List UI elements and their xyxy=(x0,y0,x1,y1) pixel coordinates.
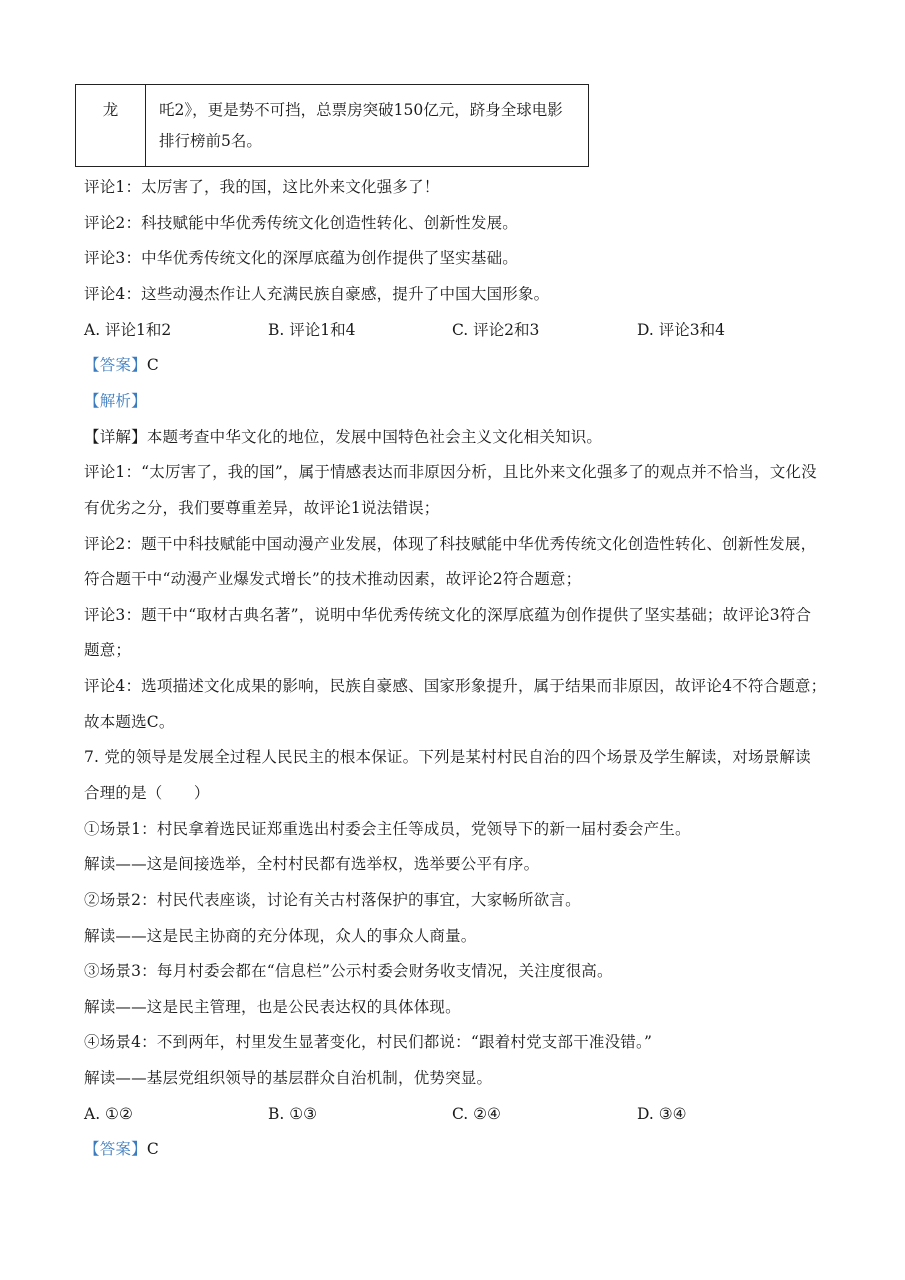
answer-value: C xyxy=(146,356,159,374)
explanation-line: 有优劣之分，我们要尊重差异，故评论1说法错误； xyxy=(84,499,440,517)
q7-item: ①场景1：村民拿着选民证郑重选出村委会主任等成员，党领导下的新一届村委会产生。 xyxy=(84,820,691,838)
q7-item: 解读——基层党组织领导的基层群众自治机制，优势突显。 xyxy=(84,1069,493,1087)
explanation-line: 评论3：题干中“取材古典名著”，说明中华优秀传统文化的深厚底蕴为创作提供了坚实基础；故评论3符合 xyxy=(84,606,812,624)
q6-option-a: A. 评论1和2 xyxy=(84,321,172,339)
detail-text: 本题考查中华文化的地位，发展中国特色社会主义文化相关知识。 xyxy=(146,428,603,446)
q7-option-b: B. ①③ xyxy=(268,1105,318,1123)
answer-value: C xyxy=(146,1140,159,1158)
q7-item: 解读——这是间接选举，全村村民都有选举权，选举要公平有序。 xyxy=(84,855,540,873)
q7-item: ④场景4：不到两年，村里发生显著变化，村民们都说：“跟着村党支部干准没错。” xyxy=(84,1033,653,1051)
explanation-line: 评论1：“太厉害了，我的国”，属于情感表达而非原因分析，且比外来文化强多了的观点并不恰当，文化没 xyxy=(84,463,817,481)
explanation-line: 题意； xyxy=(84,641,132,659)
q7-stem-line2: 合理的是（ ） xyxy=(84,784,210,802)
q7-option-c: C. ②④ xyxy=(452,1105,501,1123)
detail-line xyxy=(84,427,602,447)
table-cell-right-line1: 吒2》，更是势不可挡，总票房突破150亿元，跻身全球电影 xyxy=(159,101,563,119)
q6-option-c: C. 评论2和3 xyxy=(452,321,540,339)
q7-answer-line xyxy=(84,1139,159,1159)
comment-2: 评论2：科技赋能中华优秀传统文化创造性转化、创新性发展。 xyxy=(84,214,518,232)
q6-option-d: D. 评论3和4 xyxy=(637,321,725,339)
answer-tag: 【答案】 xyxy=(84,356,147,374)
comment-3: 评论3：中华优秀传统文化的深厚底蕴为创作提供了坚实基础。 xyxy=(84,249,518,267)
analysis-tag: 【解析】 xyxy=(84,392,147,410)
q7-item: 解读——这是民主管理，也是公民表达权的具体体现。 xyxy=(84,998,461,1016)
q7-item: 解读——这是民主协商的充分体现，众人的事众人商量。 xyxy=(84,927,477,945)
explanation-line: 评论2：题干中科技赋能中国动漫产业发展，体现了科技赋能中华优秀传统文化创造性转化、创新性发展， xyxy=(84,535,817,553)
q7-option-d: D. ③④ xyxy=(637,1105,687,1123)
comment-4: 评论4：这些动漫杰作让人充满民族自豪感，提升了中国大国形象。 xyxy=(84,285,550,303)
q6-answer-line xyxy=(84,355,159,375)
q7-stem-line1: 7. 党的领导是发展全过程人民民主的根本保证。下列是某村村民自治的四个场景及学生解读，对场景解读 xyxy=(84,748,811,766)
explanation-line: 故本题选C。 xyxy=(84,713,175,731)
q7-item: ②场景2：村民代表座谈，讨论有关古村落保护的事宜，大家畅所欲言。 xyxy=(84,891,581,909)
table-cell-right-line2: 排行榜前5名。 xyxy=(159,132,262,150)
detail-tag: 【详解】 xyxy=(84,428,147,446)
table-cell-left: 龙 xyxy=(76,85,146,167)
answer-tag: 【答案】 xyxy=(84,1140,147,1158)
q7-option-a: A. ①② xyxy=(84,1105,133,1123)
info-table xyxy=(75,84,589,167)
explanation-line: 符合题干中“动漫产业爆发式增长”的技术推动因素，故评论2符合题意； xyxy=(84,570,582,588)
comment-1: 评论1：太厉害了，我的国，这比外来文化强多了！ xyxy=(84,178,440,196)
q7-item: ③场景3：每月村委会都在“信息栏”公示村委会财务收支情况，关注度很高。 xyxy=(84,962,613,980)
explanation-line: 评论4：选项描述文化成果的影响，民族自豪感、国家形象提升，属于结果而非原因，故评论4不符合题意； xyxy=(84,677,827,695)
table-cell-right xyxy=(146,85,589,167)
q6-option-b: B. 评论1和4 xyxy=(268,321,356,339)
